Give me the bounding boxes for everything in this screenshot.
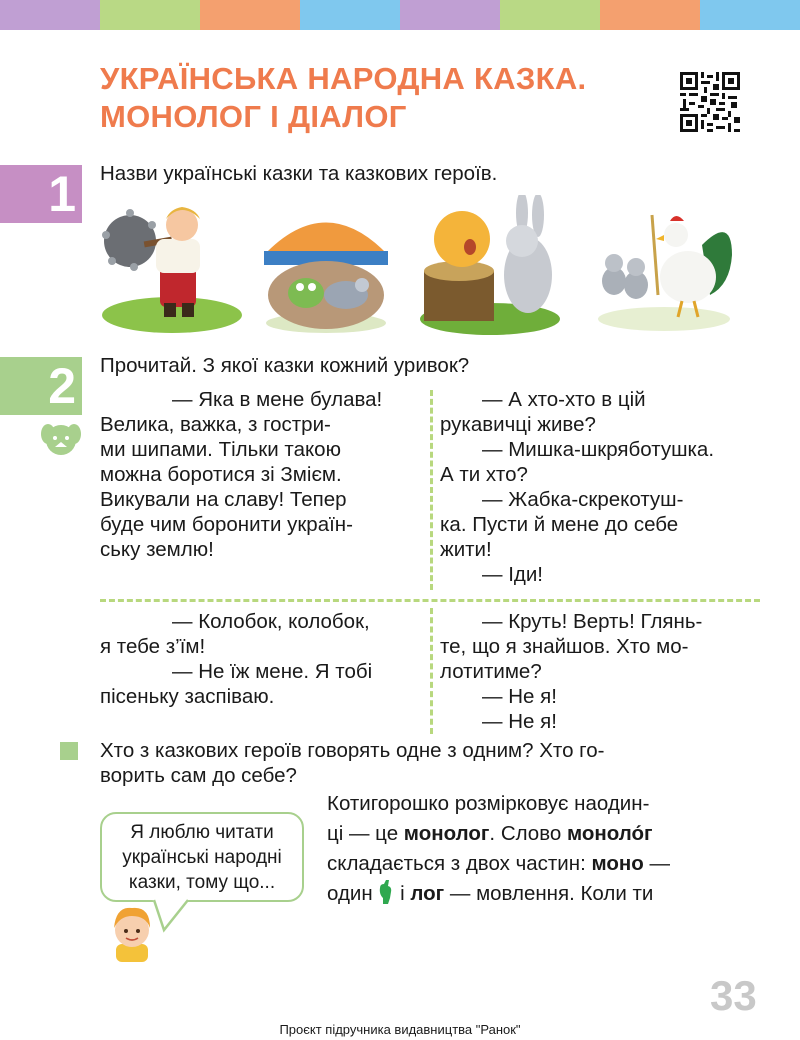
bubble-line: казки, тому що... [128,872,276,893]
excerpt-line: ми шипами. Тільки такою [100,438,341,461]
footer-text: Проєкт підручника видавництва "Ранок" [279,1022,521,1037]
vertical-divider [430,390,433,590]
stripe [200,0,300,30]
stripe [300,0,400,30]
stripe [0,0,100,30]
term-mono: моно [591,852,644,875]
one-finger-icon [378,880,394,904]
explanation-line: Котигорошко розмірковує наодин- [327,792,650,815]
title-line-2: МОНОЛОГ І ДІАЛОГ [100,99,407,134]
stripe [400,0,500,30]
bubble-line: Я люблю читати [130,822,274,843]
rooster-illustration [592,195,736,335]
task-1-instruction: Назви українські казки та казкових героїв. [100,162,498,185]
stripe [500,0,600,30]
qr-code-icon[interactable] [680,72,740,132]
excerpt-line: — Колобок, колобок, [172,610,370,633]
excerpt-bottom-right [440,609,760,734]
explanation-line [327,879,670,909]
task-2-instruction: Прочитай. З якої казки кожний уривок? [100,354,470,377]
title-line-1: УКРАЇНСЬКА НАРОДНА КАЗКА. [100,61,587,96]
kolobok-illustration [418,195,562,335]
question-line: ворить сам до себе? [100,764,297,787]
excerpt-line: жити! [440,538,492,561]
excerpt-line: Велика, важка, з гостри- [100,413,331,436]
excerpt-line: — Не я! [482,710,557,733]
explanation-line [327,849,670,879]
excerpt-line: — Іди! [482,563,543,586]
excerpt-line: А ти хто? [440,463,528,486]
excerpt-line: — Жабка-скрекотуш- [482,488,684,511]
question-text [100,738,604,788]
excerpt-line: пісеньку заспіваю. [100,685,275,708]
explanation-text: — мовлення. Коли ти [444,882,654,905]
horizontal-divider [100,599,760,602]
bubble-line: українські народні [122,847,282,868]
excerpt-line: — Круть! Верть! Глянь- [482,610,703,633]
kotyhoroshko-illustration [100,195,244,335]
excerpt-line: рукавичці живе? [440,413,596,436]
excerpt-line: ка. Пусти й мене до себе [440,513,679,536]
excerpt-line: буде чим боронити україн- [100,513,353,536]
excerpt-line: можна боротися зі Змієм. [100,463,342,486]
excerpt-line: — Яка в мене булава! [172,388,383,411]
term-monolog: монолог [403,822,490,845]
excerpt-line: лотитиме? [440,660,542,683]
explanation-text: . Слово [489,822,567,845]
stripe [700,0,800,30]
excerpt-line: Викували на славу! Тепер [100,488,347,511]
excerpt-bottom-left [100,609,420,709]
page-number: 33 [710,972,757,1019]
explanation-text: один [327,882,379,905]
excerpt-top-left [100,387,420,562]
excerpt-line: — А хто-хто в цій [482,388,646,411]
explanation-text: — [643,852,670,875]
speech-bubble [100,812,304,902]
excerpt-line: те, що я знайшов. Хто мо- [440,635,689,658]
explanation-text: і [394,882,411,905]
excerpt-line: — Не їж мене. Я тобі [172,660,373,683]
stripe [100,0,200,30]
question-line: Хто з казкових героїв говорять одне з одним? Хто го- [100,739,605,762]
excerpt-line: я тебе з’їм! [100,635,206,658]
top-color-stripes [0,0,800,30]
task-2-number: 2 [0,357,82,415]
explanation-text: складається з двох частин: [327,852,592,875]
term-log: лог [410,882,445,905]
excerpt-line: ську землю! [100,538,214,561]
task-1-number: 1 [0,165,82,223]
explanation-line [327,819,670,849]
child-avatar-icon [102,900,162,962]
excerpt-top-right [440,387,760,587]
dog-group-icon [40,420,82,458]
monologue-explanation [327,789,670,909]
excerpt-line: — Мишка-шкряботушка. [482,438,715,461]
stripe [600,0,700,30]
vertical-divider [430,608,433,734]
explanation-text: ці — це [327,822,404,845]
mitten-illustration [254,195,398,335]
term-monolog-stressed: моноло́г [566,822,653,845]
page-title [100,60,586,136]
excerpt-line: — Не я! [482,685,557,708]
question-marker [60,742,78,760]
